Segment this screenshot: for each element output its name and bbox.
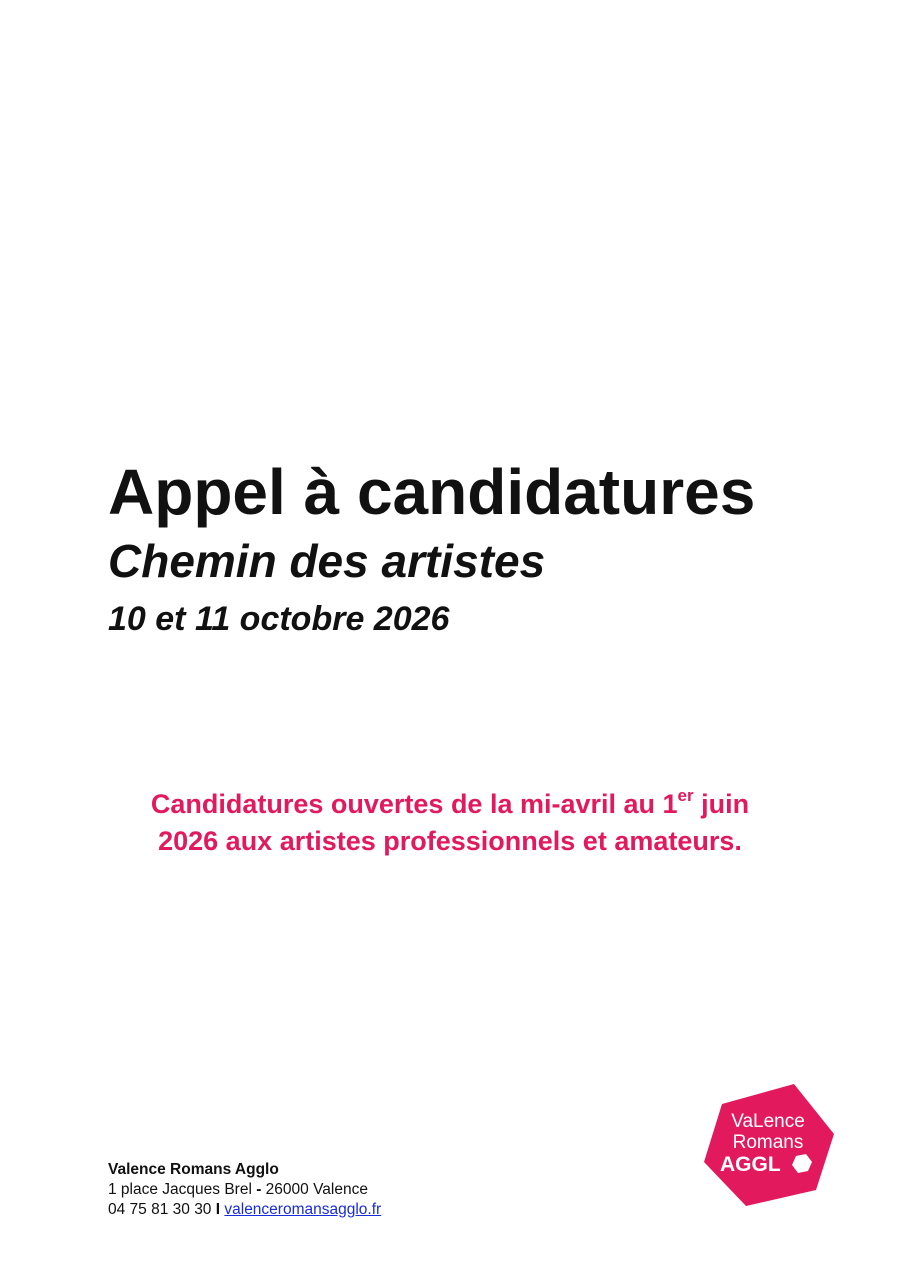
page-title: Appel à candidatures (108, 456, 756, 528)
footer-phone: 04 75 81 30 30 (108, 1201, 216, 1218)
website-link[interactable]: valenceromansagglo.fr (224, 1201, 382, 1218)
application-announcement (60, 786, 840, 860)
footer-address (108, 1180, 381, 1200)
logo-text-line2: Romans (732, 1132, 804, 1153)
address-street: 1 place Jacques Brel (108, 1181, 257, 1198)
address-separator: - (256, 1181, 262, 1198)
footer-contact (108, 1160, 381, 1220)
footer-phone-line (108, 1200, 381, 1220)
address-city: 26000 Valence (261, 1181, 368, 1198)
announcement-line2-text: 2026 aux artistes professionnels et amateurs. (158, 826, 742, 856)
page-subtitle: Chemin des artistes (108, 535, 546, 587)
announcement-line1-text: Candidatures ouvertes de la mi-avril au 1 (150, 789, 678, 819)
title-block (108, 452, 868, 640)
announcement-ordinal: er (677, 786, 694, 805)
event-date: 10 et 11 octobre 2026 (108, 600, 450, 638)
phone-separator: I (215, 1201, 221, 1218)
valence-romans-agglo-logo (700, 1080, 840, 1210)
logo-text-line1: VaLence (731, 1111, 805, 1132)
announcement-line1-end: juin (693, 789, 750, 819)
logo-text-line3: AGGL (720, 1153, 781, 1176)
footer-org-name: Valence Romans Agglo (108, 1161, 279, 1178)
